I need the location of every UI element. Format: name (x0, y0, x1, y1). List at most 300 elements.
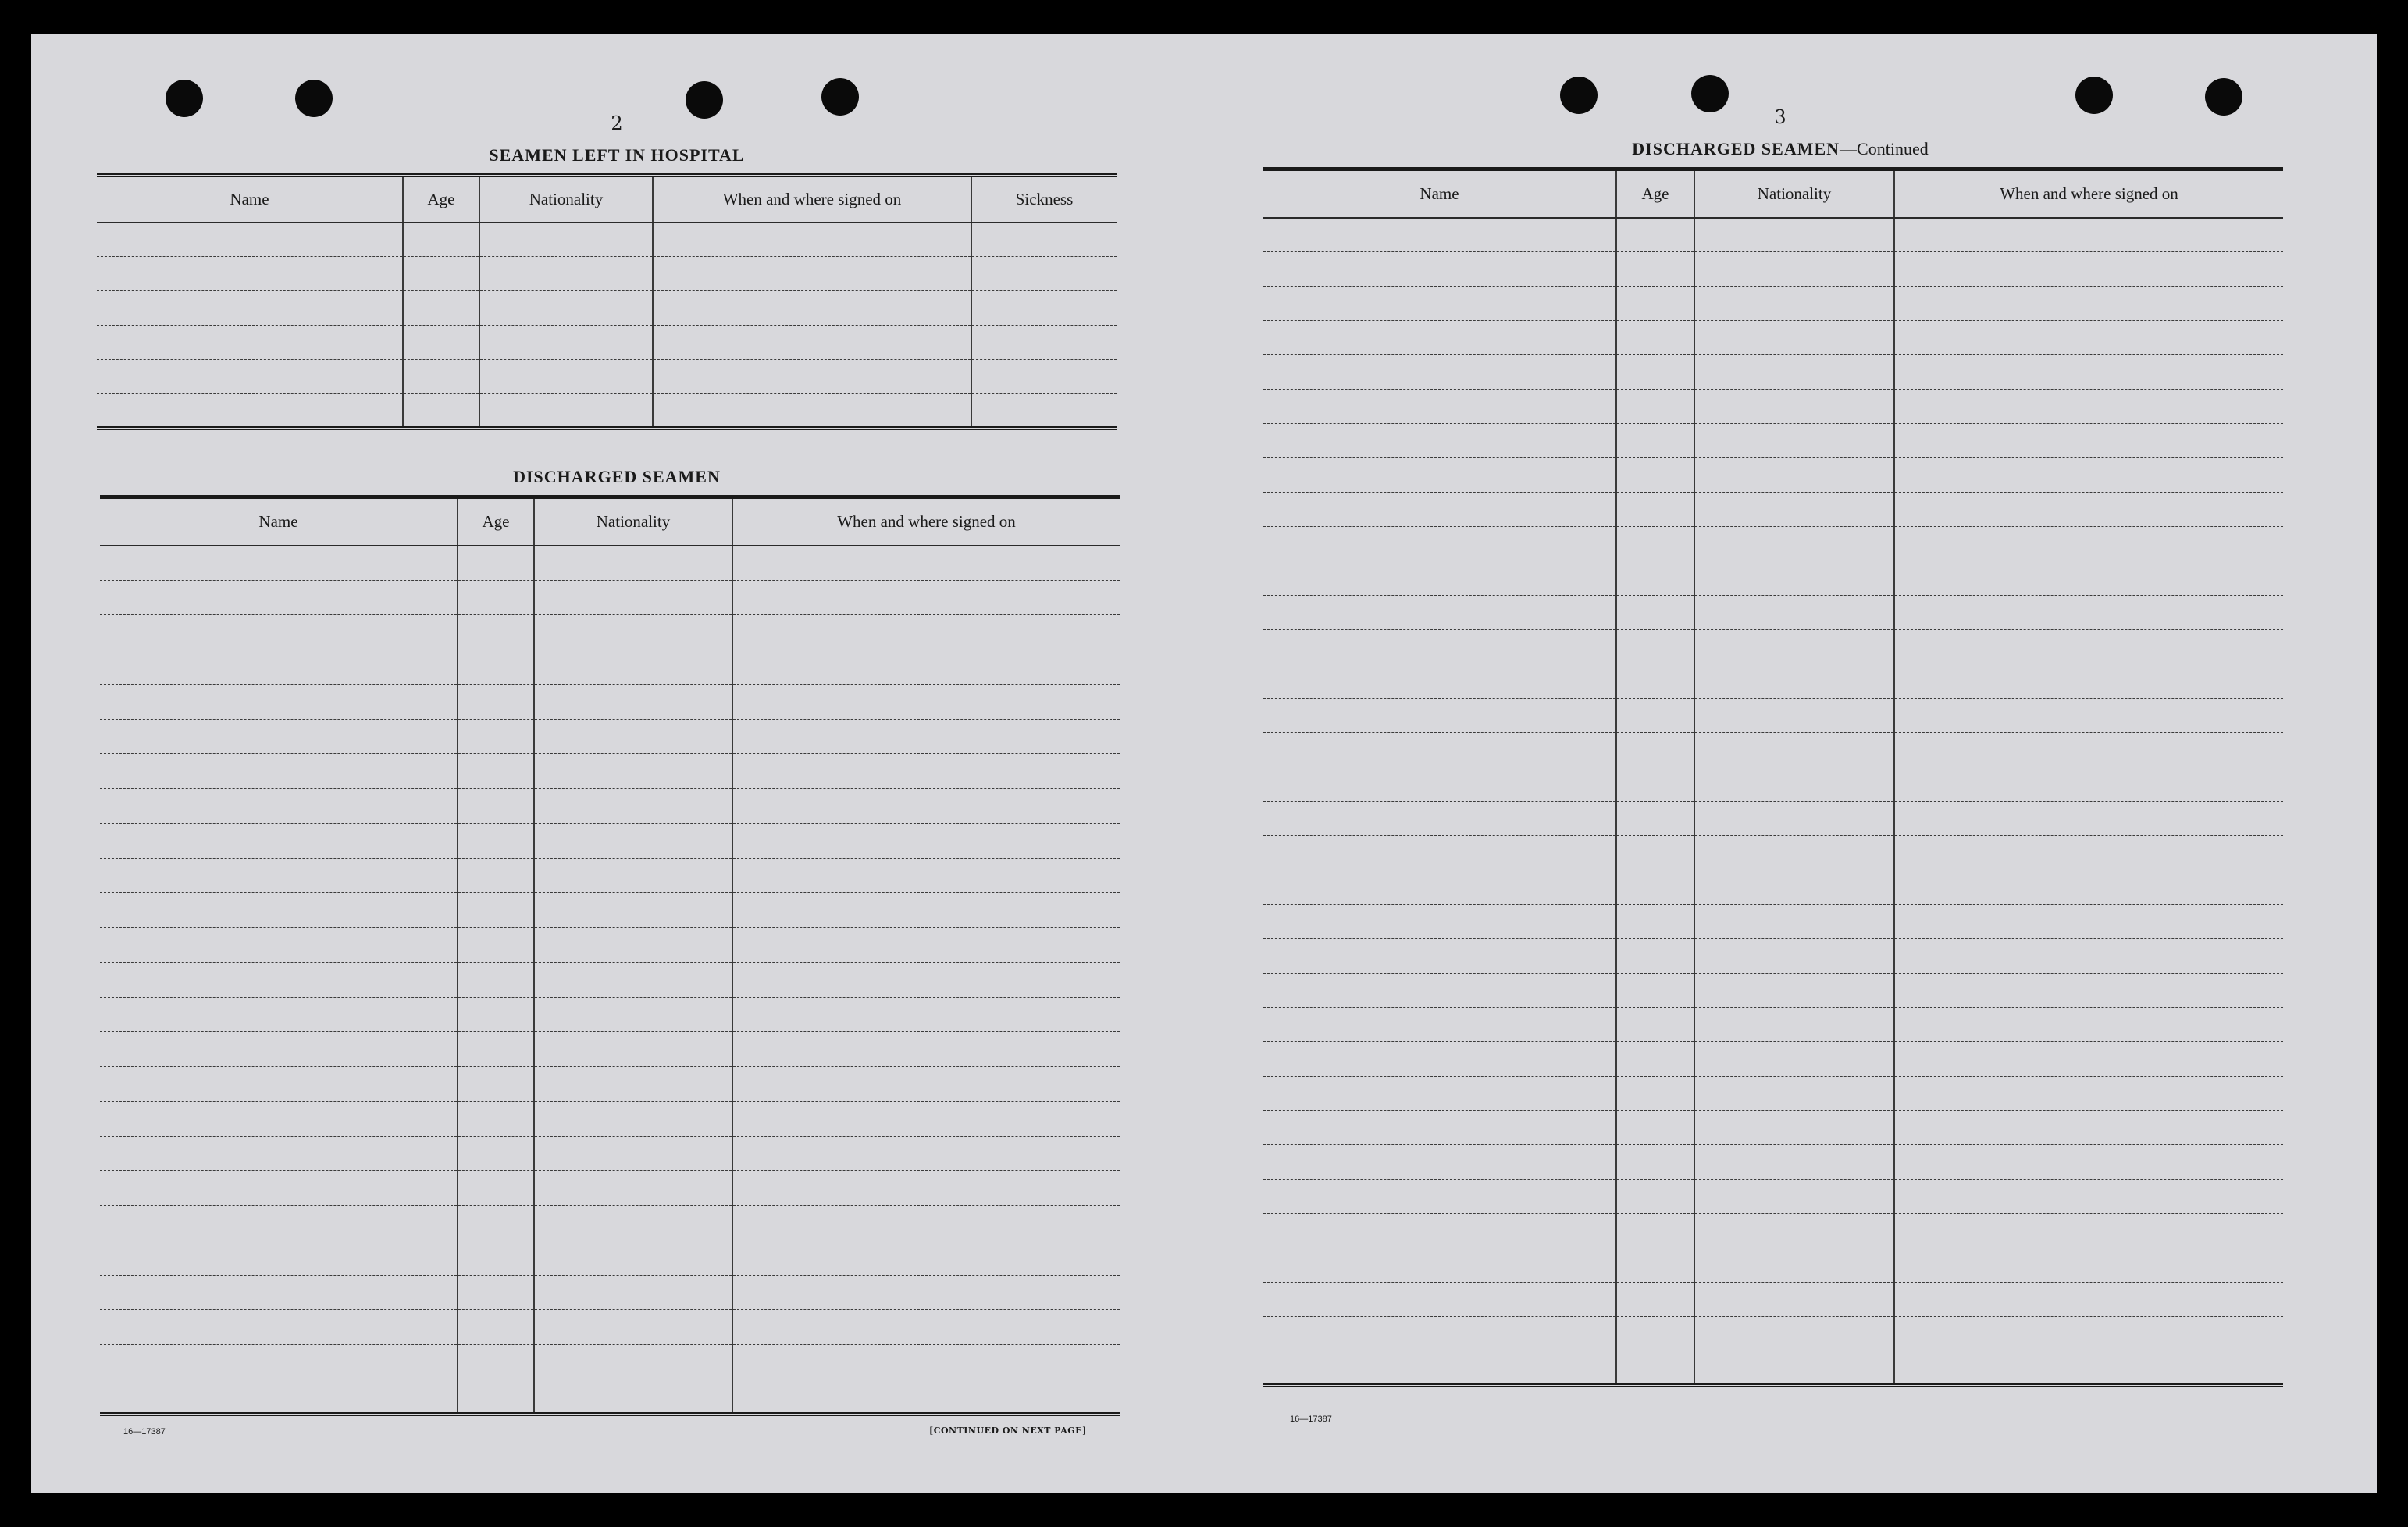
blank-cell[interactable] (479, 291, 653, 326)
blank-cell[interactable] (1894, 974, 2283, 1008)
blank-cell[interactable] (1616, 321, 1694, 355)
blank-cell[interactable] (1263, 1077, 1616, 1111)
blank-cell[interactable] (458, 1205, 534, 1240)
blank-cell[interactable] (1894, 1145, 2283, 1180)
blank-cell[interactable] (1694, 493, 1894, 527)
blank-cell[interactable] (1263, 321, 1616, 355)
blank-cell[interactable] (732, 1171, 1120, 1206)
blank-cell[interactable] (1263, 1317, 1616, 1351)
blank-cell[interactable] (100, 858, 458, 893)
blank-cell[interactable] (534, 1310, 732, 1345)
blank-cell[interactable] (100, 1171, 458, 1206)
blank-cell[interactable] (1694, 1180, 1894, 1214)
blank-cell[interactable] (1694, 870, 1894, 905)
blank-cell[interactable] (534, 546, 732, 581)
column-header: When and where signed on (1894, 169, 2283, 218)
blank-cell[interactable] (1894, 733, 2283, 767)
blank-cell[interactable] (732, 1205, 1120, 1240)
blank-cell[interactable] (732, 580, 1120, 615)
blank-cell[interactable] (1694, 1145, 1894, 1180)
blank-cell[interactable] (97, 257, 403, 291)
blank-cell[interactable] (1694, 1283, 1894, 1317)
blank-cell[interactable] (1263, 1008, 1616, 1042)
blank-cell[interactable] (1616, 836, 1694, 870)
blank-cell[interactable] (1894, 1283, 2283, 1317)
column-header: Nationality (479, 176, 653, 222)
blank-cell[interactable] (653, 326, 971, 360)
blank-cell[interactable] (1616, 664, 1694, 699)
blank-cell[interactable] (1263, 802, 1616, 836)
blank-cell[interactable] (100, 580, 458, 615)
blank-cell[interactable] (1894, 630, 2283, 664)
blank-cell[interactable] (1694, 1111, 1894, 1145)
blank-cell[interactable] (403, 222, 479, 257)
blank-cell[interactable] (534, 1379, 732, 1415)
blank-cell[interactable] (732, 1136, 1120, 1171)
punch-hole (2075, 77, 2113, 114)
blank-cell[interactable] (100, 1102, 458, 1137)
blank-cell[interactable] (534, 650, 732, 685)
column-header: When and where signed on (732, 497, 1120, 546)
blank-cell[interactable] (1894, 493, 2283, 527)
blank-cell[interactable] (1263, 836, 1616, 870)
blank-cell[interactable] (732, 927, 1120, 963)
blank-cell[interactable] (1263, 527, 1616, 561)
blank-cell[interactable] (1694, 458, 1894, 493)
blank-cell[interactable] (1263, 870, 1616, 905)
blank-cell[interactable] (1694, 836, 1894, 870)
blank-cell[interactable] (1616, 1283, 1694, 1317)
blank-cell[interactable] (1694, 1008, 1894, 1042)
blank-cell[interactable] (1263, 1283, 1616, 1317)
blank-cell[interactable] (100, 754, 458, 789)
blank-cell[interactable] (732, 615, 1120, 650)
blank-cell[interactable] (1616, 561, 1694, 596)
table-row (1263, 1180, 2283, 1214)
blank-cell[interactable] (1616, 870, 1694, 905)
blank-cell[interactable] (100, 1136, 458, 1171)
blank-cell[interactable] (732, 650, 1120, 685)
blank-cell[interactable] (732, 824, 1120, 859)
blank-cell[interactable] (1263, 1248, 1616, 1283)
blank-cell[interactable] (100, 997, 458, 1032)
blank-cell[interactable] (1894, 939, 2283, 974)
blank-cell[interactable] (971, 257, 1117, 291)
blank-cell[interactable] (1616, 1317, 1694, 1351)
blank-cell[interactable] (1263, 733, 1616, 767)
blank-cell[interactable] (1263, 699, 1616, 733)
punch-hole (2205, 78, 2242, 116)
blank-cell[interactable] (732, 1379, 1120, 1415)
blank-cell[interactable] (1616, 1077, 1694, 1111)
blank-cell[interactable] (1616, 974, 1694, 1008)
blank-cell[interactable] (100, 1275, 458, 1310)
form-number: 16—17387 (1290, 1415, 1332, 1424)
blank-cell[interactable] (653, 291, 971, 326)
blank-cell[interactable] (479, 257, 653, 291)
blank-cell[interactable] (732, 788, 1120, 824)
blank-cell[interactable] (1616, 218, 1694, 252)
blank-cell[interactable] (1263, 390, 1616, 424)
blank-cell[interactable] (1694, 1042, 1894, 1077)
blank-cell[interactable] (534, 1344, 732, 1379)
blank-cell[interactable] (1263, 767, 1616, 802)
blank-cell[interactable] (971, 222, 1117, 257)
blank-cell[interactable] (1894, 527, 2283, 561)
blank-cell[interactable] (1263, 355, 1616, 390)
table-row (100, 580, 1120, 615)
column-header: Age (403, 176, 479, 222)
table-row (100, 1344, 1120, 1379)
blank-cell[interactable] (1694, 424, 1894, 458)
blank-cell[interactable] (1894, 1317, 2283, 1351)
blank-cell[interactable] (1694, 733, 1894, 767)
blank-cell[interactable] (1894, 1351, 2283, 1386)
blank-cell[interactable] (1263, 1042, 1616, 1077)
blank-cell[interactable] (458, 788, 534, 824)
blank-cell[interactable] (100, 1205, 458, 1240)
blank-cell[interactable] (97, 326, 403, 360)
blank-cell[interactable] (1616, 1248, 1694, 1283)
blank-cell[interactable] (1263, 1351, 1616, 1386)
blank-cell[interactable] (458, 1171, 534, 1206)
blank-cell[interactable] (1263, 630, 1616, 664)
blank-cell[interactable] (1263, 1180, 1616, 1214)
blank-cell[interactable] (1694, 596, 1894, 630)
blank-cell[interactable] (1894, 321, 2283, 355)
blank-cell[interactable] (1894, 355, 2283, 390)
blank-cell[interactable] (1894, 1180, 2283, 1214)
blank-cell[interactable] (732, 1310, 1120, 1345)
blank-cell[interactable] (534, 788, 732, 824)
blank-cell[interactable] (1694, 287, 1894, 321)
blank-cell[interactable] (534, 858, 732, 893)
blank-cell[interactable] (653, 394, 971, 429)
blank-cell[interactable] (479, 222, 653, 257)
blank-cell[interactable] (97, 360, 403, 394)
table-row (1263, 1283, 2283, 1317)
blank-cell[interactable] (1894, 218, 2283, 252)
blank-cell[interactable] (1694, 527, 1894, 561)
blank-cell[interactable] (1894, 767, 2283, 802)
blank-cell[interactable] (534, 927, 732, 963)
blank-cell[interactable] (971, 394, 1117, 429)
blank-cell[interactable] (534, 1171, 732, 1206)
blank-cell[interactable] (1616, 390, 1694, 424)
blank-cell[interactable] (1263, 905, 1616, 939)
table-row (100, 546, 1120, 581)
blank-cell[interactable] (534, 997, 732, 1032)
blank-cell[interactable] (1894, 252, 2283, 287)
blank-cell[interactable] (1694, 1317, 1894, 1351)
blank-cell[interactable] (1694, 355, 1894, 390)
blank-cell[interactable] (732, 1275, 1120, 1310)
blank-cell[interactable] (1694, 252, 1894, 287)
blank-cell[interactable] (1694, 1248, 1894, 1283)
blank-cell[interactable] (732, 1102, 1120, 1137)
blank-cell[interactable] (1694, 974, 1894, 1008)
blank-cell[interactable] (1263, 1111, 1616, 1145)
blank-cell[interactable] (1694, 561, 1894, 596)
blank-cell[interactable] (1694, 321, 1894, 355)
blank-cell[interactable] (971, 360, 1117, 394)
blank-cell[interactable] (653, 222, 971, 257)
blank-cell[interactable] (1694, 1077, 1894, 1111)
blank-cell[interactable] (1894, 1214, 2283, 1248)
blank-cell[interactable] (1616, 939, 1694, 974)
blank-cell[interactable] (458, 858, 534, 893)
blank-cell[interactable] (1894, 390, 2283, 424)
blank-cell[interactable] (100, 546, 458, 581)
blank-cell[interactable] (1894, 424, 2283, 458)
blank-cell[interactable] (1616, 1008, 1694, 1042)
blank-cell[interactable] (1616, 1145, 1694, 1180)
blank-cell[interactable] (458, 615, 534, 650)
table-row (100, 788, 1120, 824)
table-row (100, 927, 1120, 963)
blank-cell[interactable] (534, 719, 732, 754)
blank-cell[interactable] (100, 1379, 458, 1415)
blank-cell[interactable] (1263, 596, 1616, 630)
blank-cell[interactable] (1263, 424, 1616, 458)
blank-cell[interactable] (1894, 905, 2283, 939)
blank-cell[interactable] (100, 927, 458, 963)
blank-cell[interactable] (1894, 1248, 2283, 1283)
blank-cell[interactable] (1616, 1214, 1694, 1248)
blank-cell[interactable] (534, 1205, 732, 1240)
blank-cell[interactable] (1263, 561, 1616, 596)
blank-cell[interactable] (1694, 699, 1894, 733)
blank-cell[interactable] (1616, 424, 1694, 458)
blank-cell[interactable] (1694, 905, 1894, 939)
blank-cell[interactable] (458, 927, 534, 963)
blank-cell[interactable] (1616, 767, 1694, 802)
blank-cell[interactable] (458, 650, 534, 685)
blank-cell[interactable] (1694, 1214, 1894, 1248)
blank-cell[interactable] (458, 685, 534, 720)
blank-cell[interactable] (534, 685, 732, 720)
blank-cell[interactable] (479, 326, 653, 360)
blank-cell[interactable] (1616, 1042, 1694, 1077)
blank-cell[interactable] (1694, 630, 1894, 664)
blank-cell[interactable] (732, 893, 1120, 928)
blank-cell[interactable] (732, 1066, 1120, 1102)
table-row (1263, 802, 2283, 836)
blank-cell[interactable] (1616, 458, 1694, 493)
blank-cell[interactable] (1616, 905, 1694, 939)
blank-cell[interactable] (1694, 218, 1894, 252)
blank-cell[interactable] (100, 824, 458, 859)
blank-cell[interactable] (1894, 1077, 2283, 1111)
form-sheet (31, 34, 2377, 1493)
blank-cell[interactable] (403, 394, 479, 429)
blank-cell[interactable] (1616, 1180, 1694, 1214)
blank-cell[interactable] (97, 291, 403, 326)
blank-cell[interactable] (479, 394, 653, 429)
blank-cell[interactable] (1263, 974, 1616, 1008)
blank-cell[interactable] (1616, 630, 1694, 664)
blank-cell[interactable] (534, 580, 732, 615)
blank-cell[interactable] (1263, 939, 1616, 974)
blank-cell[interactable] (1894, 287, 2283, 321)
blank-cell[interactable] (1263, 1214, 1616, 1248)
blank-cell[interactable] (1263, 493, 1616, 527)
blank-cell[interactable] (1263, 664, 1616, 699)
blank-cell[interactable] (100, 1066, 458, 1102)
column-header: Age (1616, 169, 1694, 218)
column-header: Sickness (971, 176, 1117, 222)
blank-cell[interactable] (1694, 767, 1894, 802)
blank-cell[interactable] (1263, 287, 1616, 321)
blank-cell[interactable] (732, 1240, 1120, 1276)
blank-cell[interactable] (653, 257, 971, 291)
blank-cell[interactable] (534, 893, 732, 928)
table-row (100, 1171, 1120, 1206)
column-header: Name (1263, 169, 1616, 218)
table-row (100, 893, 1120, 928)
blank-cell[interactable] (732, 1032, 1120, 1067)
blank-cell[interactable] (1616, 287, 1694, 321)
blank-cell[interactable] (534, 1275, 732, 1310)
blank-cell[interactable] (100, 615, 458, 650)
blank-cell[interactable] (1616, 733, 1694, 767)
blank-cell[interactable] (458, 754, 534, 789)
blank-cell[interactable] (100, 719, 458, 754)
blank-cell[interactable] (1694, 390, 1894, 424)
blank-cell[interactable] (732, 546, 1120, 581)
blank-cell[interactable] (1616, 252, 1694, 287)
blank-cell[interactable] (534, 1066, 732, 1102)
blank-cell[interactable] (732, 858, 1120, 893)
table-row (1263, 664, 2283, 699)
blank-cell[interactable] (458, 1032, 534, 1067)
table-row (1263, 218, 2283, 252)
blank-cell[interactable] (1616, 1111, 1694, 1145)
discharged-table (100, 495, 1120, 1416)
blank-cell[interactable] (458, 580, 534, 615)
blank-cell[interactable] (458, 1102, 534, 1137)
blank-cell[interactable] (479, 360, 653, 394)
blank-cell[interactable] (458, 719, 534, 754)
blank-cell[interactable] (732, 685, 1120, 720)
title-text: DISCHARGED SEAMEN (1632, 139, 1840, 158)
blank-cell[interactable] (1694, 939, 1894, 974)
blank-cell[interactable] (1894, 1008, 2283, 1042)
table-row (100, 615, 1120, 650)
blank-cell[interactable] (458, 824, 534, 859)
table-row (1263, 252, 2283, 287)
blank-cell[interactable] (97, 394, 403, 429)
blank-cell[interactable] (1894, 561, 2283, 596)
blank-cell[interactable] (458, 1310, 534, 1345)
table-row (1263, 596, 2283, 630)
blank-cell[interactable] (100, 893, 458, 928)
blank-cell[interactable] (1894, 1111, 2283, 1145)
blank-cell[interactable] (1694, 664, 1894, 699)
blank-cell[interactable] (100, 650, 458, 685)
blank-cell[interactable] (97, 222, 403, 257)
blank-cell[interactable] (458, 546, 534, 581)
blank-cell[interactable] (1616, 493, 1694, 527)
blank-cell[interactable] (458, 1344, 534, 1379)
blank-cell[interactable] (458, 963, 534, 998)
blank-cell[interactable] (100, 1344, 458, 1379)
blank-cell[interactable] (100, 1240, 458, 1276)
blank-cell[interactable] (100, 1032, 458, 1067)
blank-cell[interactable] (534, 754, 732, 789)
form-number: 16—17387 (123, 1427, 166, 1436)
blank-cell[interactable] (403, 291, 479, 326)
blank-cell[interactable] (732, 719, 1120, 754)
blank-cell[interactable] (458, 1379, 534, 1415)
blank-cell[interactable] (1616, 596, 1694, 630)
blank-cell[interactable] (653, 360, 971, 394)
blank-cell[interactable] (1894, 596, 2283, 630)
blank-cell[interactable] (1894, 458, 2283, 493)
blank-cell[interactable] (1263, 252, 1616, 287)
blank-cell[interactable] (732, 754, 1120, 789)
blank-cell[interactable] (1616, 527, 1694, 561)
blank-cell[interactable] (1894, 664, 2283, 699)
blank-cell[interactable] (458, 1240, 534, 1276)
blank-cell[interactable] (1263, 1145, 1616, 1180)
blank-cell[interactable] (1894, 699, 2283, 733)
blank-cell[interactable] (458, 1136, 534, 1171)
blank-cell[interactable] (1894, 1042, 2283, 1077)
blank-cell[interactable] (732, 963, 1120, 998)
table-row (100, 650, 1120, 685)
blank-cell[interactable] (534, 963, 732, 998)
column-header: Name (97, 176, 403, 222)
blank-cell[interactable] (458, 1066, 534, 1102)
blank-cell[interactable] (1694, 1351, 1894, 1386)
blank-cell[interactable] (100, 685, 458, 720)
blank-cell[interactable] (1263, 218, 1616, 252)
table-row (1263, 1111, 2283, 1145)
blank-cell[interactable] (1616, 699, 1694, 733)
blank-cell[interactable] (1616, 802, 1694, 836)
blank-cell[interactable] (100, 1310, 458, 1345)
blank-cell[interactable] (403, 326, 479, 360)
blank-cell[interactable] (403, 360, 479, 394)
blank-cell[interactable] (100, 788, 458, 824)
table-row (100, 1310, 1120, 1345)
blank-cell[interactable] (534, 1240, 732, 1276)
blank-cell[interactable] (534, 1032, 732, 1067)
blank-cell[interactable] (971, 291, 1117, 326)
blank-cell[interactable] (1894, 870, 2283, 905)
blank-cell[interactable] (1894, 802, 2283, 836)
blank-cell[interactable] (458, 893, 534, 928)
blank-cell[interactable] (1263, 458, 1616, 493)
table-row (1263, 1351, 2283, 1386)
blank-cell[interactable] (534, 1102, 732, 1137)
blank-cell[interactable] (732, 997, 1120, 1032)
blank-cell[interactable] (1616, 355, 1694, 390)
blank-cell[interactable] (1616, 1351, 1694, 1386)
blank-cell[interactable] (100, 963, 458, 998)
blank-cell[interactable] (403, 257, 479, 291)
blank-cell[interactable] (1894, 836, 2283, 870)
blank-cell[interactable] (732, 1344, 1120, 1379)
blank-cell[interactable] (1694, 802, 1894, 836)
blank-cell[interactable] (971, 326, 1117, 360)
blank-cell[interactable] (458, 1275, 534, 1310)
blank-cell[interactable] (534, 1136, 732, 1171)
blank-cell[interactable] (534, 824, 732, 859)
blank-cell[interactable] (458, 997, 534, 1032)
blank-cell[interactable] (534, 615, 732, 650)
